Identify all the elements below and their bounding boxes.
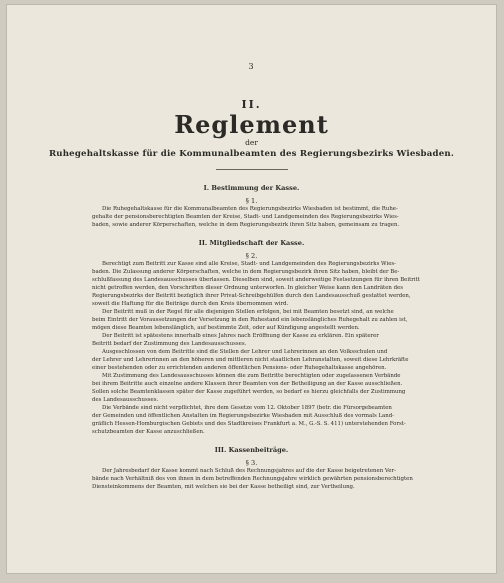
text-line: baden, sowie anderer Körperschaften, welche in dem Regierungsbezirk ihren Sitz haben, gemeinsam zu tragen. — [92, 222, 400, 228]
page-number: 3 — [248, 62, 255, 71]
text-line: beim Eintritt der Voraussetzungen der Versetzung in den Ruhestand ein lebenslängliches Ruhegehalt zu zahlen ist, — [92, 317, 408, 323]
section-heading: I. Bestimmung der Kasse. — [203, 184, 300, 192]
section-heading: III. Kassenbeiträge. — [214, 446, 289, 454]
text-line: der Lehrer und Lehrerinnen an den höheren und mittleren nicht staatlichen Lehranstalten, soweit diese Lehrkräfte — [92, 357, 409, 363]
title-connector: der — [245, 138, 258, 147]
text-line: Mit Zustimmung des Landesausschusses können die zum Beitritte berechtigten oder zugelassenen Verbände — [102, 373, 401, 379]
text-line: der Gemeinden und öffentlichen Anstalten im Regierungsbezirke Wiesbaden mit Ausschluß des vormals Land- — [92, 413, 394, 419]
text-line: Regierungsbezirks der Beitritt bezüglich ihrer Privat-Schreibgehülfen durch den Landesausschuß gestattet werden, — [92, 293, 411, 299]
text-line: Ausgeschlossen von dem Beitritte sind die Stellen der Lehrer und Lehrerinnen an den Volksschulen und — [102, 349, 388, 355]
text-line: bei ihrem Beitritte auch einzelne andere Klassen ihrer Beamten von der Betheiligung an der Kasse ausschließen. — [92, 381, 403, 387]
text-line: mögen diese Beamten lebenslänglich, auf bestimmte Zeit, oder auf Kündigung angestellt werden. — [92, 325, 360, 331]
document-page — [6, 4, 497, 574]
text-line: bände nach Verhältniß des von ihnen in dem betreffenden Rechnungsjahre wirklich gewährten pensionsberechtigten — [92, 476, 413, 482]
text-line: Die Verbände sind nicht verpflichtet, ihre dem Gesetze vom 12. Oktober 1897 (betr. die Fürsorgebeamten — [102, 405, 392, 411]
text-line: soweit die Haftung für die Beiträge durch den Kreis übernommen wird. — [92, 301, 289, 307]
text-line: Der Jahresbedarf der Kasse kommt nach Schluß des Rechnungsjahres auf die der Kasse beigetretenen Ver- — [102, 468, 396, 474]
text-line: gräflich Hessen-Homburgischen Gebiets und des Stadtkreises Frankfurt a. M., G.-S. S. 411) unterstehenden Forst- — [92, 421, 406, 427]
text-line: Beitritt bedarf der Zustimmung des Landesausschusses. — [92, 341, 247, 347]
paragraph-number: § 1. — [245, 197, 258, 205]
text-line: Der Beitritt muß in der Regel für alle diejenigen Stellen erfolgen, bei mit Beamten besetzt sind, an welche — [102, 309, 394, 315]
section-heading: II. Mitgliedschaft der Kasse. — [198, 239, 305, 247]
document-title: Reglement — [174, 110, 329, 139]
text-line: Diensteinkommens der Beamten, mit welchen sie bei der Kasse betheiligt sind, zur Vertheilung. — [92, 484, 355, 490]
text-line: einer bestehenden oder zu errichtenden anderen öffentlichen Pensions- oder Ruhegehaltskasse angehören. — [92, 365, 387, 371]
chapter-numeral: II. — [241, 98, 262, 111]
text-line: Sollen solche Beamtenklassen später der Kasse zugeführt werden, so bedarf es hierzu gleichfalls der Zustimmung — [92, 389, 406, 395]
text-line: schutzbeamten der Kasse anzuschließen. — [92, 429, 205, 435]
text-line: nicht getroffen werden, den Vorschriften dieser Ordnung unterworfen. In gleicher Weise kann den Landräten des — [92, 285, 403, 291]
document-subtitle: Ruhegehaltskasse für die Kommunalbeamten des Regierungsbezirks Wiesbaden. — [48, 149, 455, 159]
text-line: Berechtigt zum Beitritt zur Kasse sind alle Kreise, Stadt- und Landgemeinden des Regierungsbezirks Wies- — [102, 261, 396, 267]
text-line: Der Beitritt ist spätestens innerhalb eines Jahres nach Eröffnung der Kasse zu erklären. Ein späterer — [102, 333, 379, 339]
paragraph-number: § 2. — [245, 252, 258, 260]
paragraph-number: § 3. — [245, 459, 258, 467]
text-line: baden. Die Zulassung anderer Körperschaften, welche in dem Regierungsbezirk ihren Sitz haben, bleibt der Be- — [92, 269, 400, 275]
title-divider — [216, 169, 288, 170]
text-line: schlußfassung des Landesausschusses überlassen. Dieselben sind, soweit anderweitige Festsetzungen für ihren Beitritt — [92, 277, 420, 283]
text-line: des Landesausschusses. — [92, 397, 159, 403]
text-line: Die Ruhegehaltskasse für die Kommunalbeamten des Regierungsbezirks Wiesbaden ist bestimmt, die Ruhe- — [102, 206, 398, 212]
text-line: gehalte der pensionsberechtigten Beamten der Kreise, Stadt- und Landgemeinden des Regierungsbezirks Wies- — [92, 214, 399, 220]
